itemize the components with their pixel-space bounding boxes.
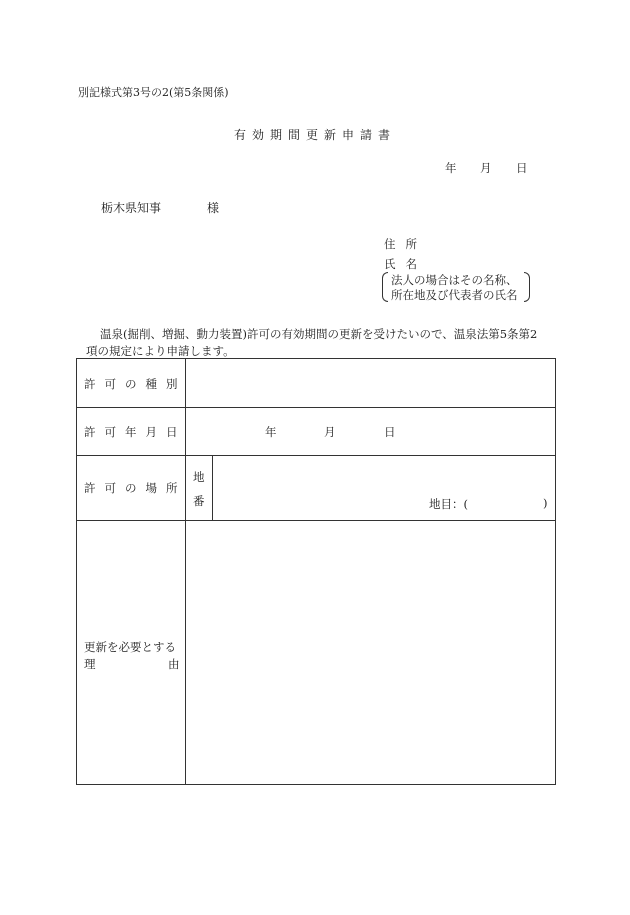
addressee-name: 栃木県知事 <box>101 201 162 215</box>
row-permit-location-label: 許可の場所 <box>84 481 187 495</box>
form-label: 別記様式第3号の2(第5条関係) <box>78 86 229 99</box>
left-bracket <box>382 272 388 302</box>
addressee-honorific: 様 <box>207 201 220 215</box>
row-renewal-reason-label: 更新を必要とする <box>84 640 176 654</box>
land-category-close: ) <box>543 496 548 510</box>
permit-date-year: 年 <box>265 425 277 439</box>
corporate-note-line2: 所在地及び代表者の氏名 <box>391 288 518 302</box>
corporate-note <box>382 272 530 300</box>
date-year-label: 年 <box>445 161 457 175</box>
permit-date-field[interactable] <box>187 408 555 454</box>
application-table <box>76 358 556 785</box>
corporate-note-line1: 法人の場合はその名称、 <box>391 273 518 287</box>
label-column-divider <box>185 359 186 784</box>
document-title: 有効期間更新申請書 <box>233 128 396 142</box>
renewal-reason-label-yu: 由 <box>168 657 180 671</box>
row-permit-type-label: 許可の種別 <box>84 377 187 391</box>
date-day-label: 日 <box>516 161 528 175</box>
name-label: 氏名 <box>384 257 427 271</box>
lot-number-field[interactable] <box>214 456 555 519</box>
permit-date-month: 月 <box>324 425 336 439</box>
location-sub-divider <box>212 455 213 520</box>
permit-type-field[interactable] <box>187 360 555 406</box>
row-permit-date-label: 許可年月日 <box>84 425 187 439</box>
statement-line1: 温泉(掘削、増掘、動力装置)許可の有効期間の更新を受けたいので、温泉法第5条第2 <box>100 327 538 341</box>
date-month-label: 月 <box>480 161 492 175</box>
renewal-reason-field[interactable] <box>187 522 555 784</box>
renewal-reason-label-ri: 理 <box>84 657 96 671</box>
statement-line2: 項の規定により申請します。 <box>86 344 235 358</box>
location-sub-label-ban: 番 <box>193 494 205 508</box>
right-bracket <box>524 272 530 302</box>
table-divider <box>77 520 555 521</box>
location-sub-label-chi: 地 <box>193 470 205 484</box>
address-label: 住所 <box>384 237 427 251</box>
permit-date-day: 日 <box>384 425 396 439</box>
land-category-label: 地目：( <box>429 497 468 511</box>
